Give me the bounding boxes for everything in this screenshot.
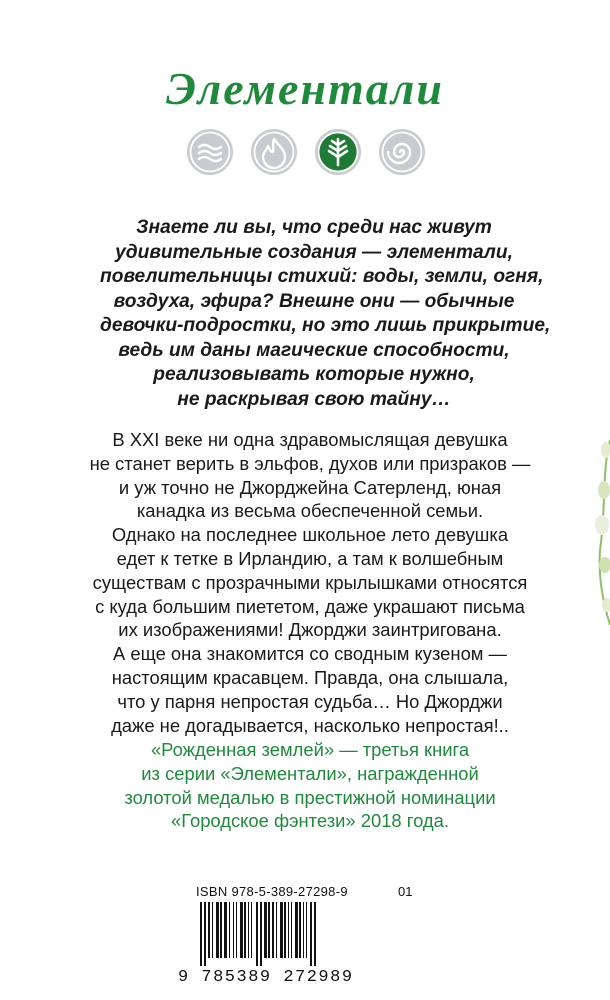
description-line: существам с прозрачными крылышками относятся	[92, 571, 528, 593]
description-line: и уж точно не Джорджейна Сатерленд, юная	[118, 476, 502, 498]
blurb-line: не раскрывая свою тайну…	[177, 388, 451, 410]
blurb-line: повелительницы стихий: воды, земли, огня,	[100, 266, 544, 287]
water-icon	[186, 128, 234, 176]
blurb-line: девочки-подростки, но это лишь прикрытие,	[100, 315, 551, 336]
blurb-text	[100, 216, 551, 412]
fire-icon	[250, 128, 298, 176]
description-line: В XXI веке ни одна здравомыслящая девушка	[112, 429, 508, 450]
description-line: Однако на последнее школьное лето девушка	[111, 524, 509, 546]
barcode-bars	[196, 902, 422, 966]
description-line: А еще она знакомится со сводным кузеном —	[113, 643, 507, 665]
description-text	[80, 428, 540, 737]
series-note-line: из серии «Элементали», награжденной	[141, 762, 479, 784]
price-code: 01	[398, 884, 413, 899]
blurb-line: реализовывать которые нужно,	[153, 364, 475, 385]
series-note-line: золотой медалью в престижной номинации	[124, 786, 496, 808]
series-note	[80, 738, 540, 833]
blurb-line: удивительные создания — элементали,	[115, 241, 513, 263]
series-note-line: «Городское фэнтези» 2018 года.	[171, 810, 449, 832]
description-line: настоящим красавцем. Правда, она слышала,	[111, 666, 509, 688]
series-note-line: «Рожденная землей» — третья книга	[150, 739, 470, 760]
isbn-label: ISBN 978-5-389-27298-9	[196, 884, 348, 899]
blurb-line: Знаете ли вы, что среди нас живут	[136, 217, 492, 238]
description-line: канадка из весьма обеспеченной семьи.	[136, 500, 484, 522]
flower-decoration	[592, 430, 610, 630]
earth-icon	[314, 128, 362, 176]
element-icons-row	[186, 128, 426, 176]
air-icon	[378, 128, 426, 176]
description-line: даже не догадывается, насколько непростая!..	[111, 714, 509, 736]
ean-digits: 9 785389 272989	[178, 968, 354, 987]
description-line: не станет верить в эльфов, духов или призраков —	[89, 452, 531, 474]
description-line: что у парня непростая судьба… Но Джорджи	[117, 690, 503, 712]
description-line: с куда большим пиететом, даже украшают письма	[95, 595, 525, 617]
description-line: их изображениями! Джорджи заинтригована.	[118, 619, 502, 641]
series-title: Элементали	[166, 63, 444, 114]
description-line: едет к тетке в Ирландию, а там к волшебным	[116, 547, 504, 569]
blurb-line: ведь им даны магические способности,	[118, 339, 510, 361]
blurb-line: воздуха, эфира? Внешне они — обычные	[113, 290, 515, 312]
